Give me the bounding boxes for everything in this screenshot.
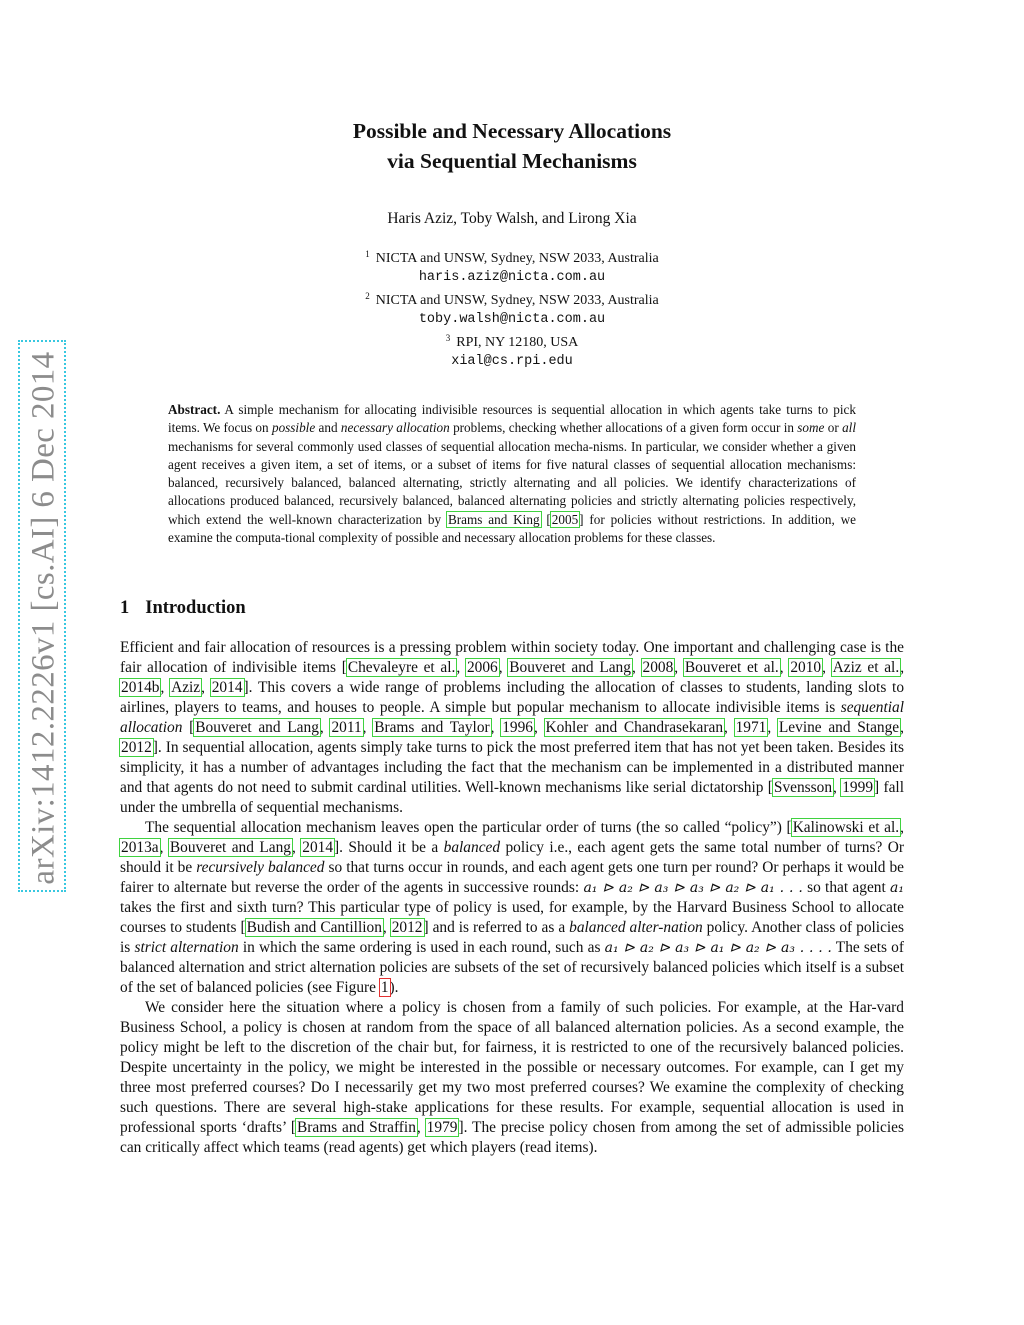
math-sequence: a₁ ⊳ a₂ ⊳ a₃ ⊳ a₃ ⊳ a₂ ⊳ a₁ . . . xyxy=(583,880,803,896)
citation-year-link[interactable]: 1999 xyxy=(842,779,874,796)
author-list: Haris Aziz, Toby Walsh, and Lirong Xia xyxy=(387,210,637,227)
section-heading: 1 Introduction xyxy=(120,598,246,618)
citation-year-link[interactable]: 1971 xyxy=(735,719,767,736)
citation-link[interactable]: Kohler and Chandrasekaran xyxy=(545,719,724,736)
abstract: Abstract. A simple mechanism for allocating indivisible resources is sequential allocation in which agents take turns to pick items. We focus on possible and necessary allocation problems, checking whether allocations of a given form occur in some or all mechanisms for several commonly used classes of sequential allocation mecha-nisms. In particular, we consider whether a given agent receives a given item, a set of items, or a subset of items for five natural classes of sequential allocation mechanisms: balanced, recursively balanced, balanced alternating, strictly alternating and all policies. We identify characterizations of allocations produced balanced, recursively balanced, balanced alternating policies and strictly alternating policies respectively, which extend the well-known characterization by Brams and King [2005] for policies without restrictions. In addition, we examine the computa-tional complexity of possible and necessary allocation problems for these classes. xyxy=(168,402,856,546)
email-2: toby.walsh@nicta.com.au xyxy=(418,311,606,327)
abstract-label: Abstract. xyxy=(168,402,221,417)
affiliations xyxy=(0,245,1024,371)
citation-link[interactable]: Bouveret and Lang xyxy=(169,839,291,856)
citation-year-link[interactable]: 1979 xyxy=(426,1119,458,1136)
body-text xyxy=(120,638,904,1158)
citation-year-link[interactable]: 2014 xyxy=(211,679,243,696)
citation-link[interactable]: Kalinowski et al. xyxy=(792,819,900,836)
citation-year-link[interactable]: 2012 xyxy=(121,739,152,756)
affiliation-1: $^1$ NICTA and UNSW, Sydney, NSW 2033, Australia xyxy=(365,249,659,266)
citation-link[interactable]: Aziz et al. xyxy=(832,659,900,676)
citation-year-link[interactable]: 1996 xyxy=(502,719,533,736)
citation-year-link[interactable]: 2010 xyxy=(790,659,822,676)
citation-year-link[interactable]: 2014b xyxy=(121,679,160,696)
paragraph-2: The sequential allocation mechanism leaves open the particular order of turns (the so called “policy”) [Kalinowski et al., 2013a, Bouveret and Lang, 2014]. Should it be a balanced policy i.e., each agent gets the same total number of turns? Or should it be recursively balanced so that turns occur in rounds, and each agent gets one turn per round? Or perhaps it would be fairer to alternate but reverse the order of the agents in successive rounds: a₁ ⊳ a₂ ⊳ a₃ ⊳ a₃ ⊳ a₂ ⊳ a₁ . . . so that agent a₁ takes the first and sixth turn? This particular type of policy is used, for example, by the Harvard Business School to allocate courses to students [Budish and Cantillion, 2012] and is referred to as a balanced alter-nation policy. Another class of policies is strict alternation in which the same ordering is used in each round, such as a₁ ⊳ a₂ ⊳ a₃ ⊳ a₁ ⊳ a₂ ⊳ a₃ . . . . The sets of balanced alternation and strict alternation policies are subsets of the set of recursively balanced policies which itself is a subset of the set of balanced policies (see Figure 1). xyxy=(120,819,905,996)
arxiv-id: arXiv:1412.2226v1 [cs.AI] 6 Dec 2014 xyxy=(25,351,62,885)
paper-title xyxy=(0,116,1024,176)
email-1: haris.aziz@nicta.com.au xyxy=(418,269,606,285)
title-line-2: via Sequential Mechanisms xyxy=(387,149,637,173)
arxiv-stamp[interactable] xyxy=(18,340,66,892)
citation-link[interactable]: Bouveret and Lang xyxy=(195,719,319,736)
affiliation-3: $^3$ RPI, NY 12180, USA xyxy=(445,333,579,350)
affiliation-2: $^2$ NICTA and UNSW, Sydney, NSW 2033, Australia xyxy=(365,291,659,308)
title-line-1: Possible and Necessary Allocations xyxy=(352,119,672,143)
paragraph-3: We consider here the situation where a policy is chosen from a family of such policies. For example, at the Har-vard Business School, a policy is chosen at random from the space of all balanced alternation policies. As a second example, the policy might be left to the discretion of the chair but, for fairness, it is restricted to one of the recursively balanced policies. Despite uncertainty in the policy, we might be interested in the possible or necessary outcomes. For example, can I get my three most preferred courses? Do I necessarily get my two most preferred courses? We examine the complexity of checking such questions. There are several high-stake applications for these results. For example, sequential allocation is used in professional sports ‘drafts’ [Brams and Straffin, 1979]. The precise policy chosen from among the set of admissible policies can critically affect which teams (read agents) get which players (read items). xyxy=(120,999,904,1156)
citation-link[interactable]: Aziz xyxy=(171,679,201,696)
citation-year-link[interactable]: 2012 xyxy=(391,919,423,936)
email-3: xial@cs.rpi.edu xyxy=(451,353,573,369)
citation-link[interactable]: Brams and Taylor xyxy=(374,719,490,736)
math-sequence: a₁ ⊳ a₂ ⊳ a₃ ⊳ a₁ ⊳ a₂ ⊳ a₃ . . . . xyxy=(604,940,832,956)
citation-link[interactable]: Bouveret and Lang xyxy=(509,659,631,676)
citation-year-link[interactable]: 2013a xyxy=(121,839,159,856)
citation-year-link[interactable]: 2005 xyxy=(551,511,579,527)
figure-ref-link[interactable]: 1 xyxy=(380,979,389,996)
citation-link[interactable]: Svensson xyxy=(773,779,833,796)
paragraph-1: Efficient and fair allocation of resources is a pressing problem within society today. One important and challenging case is the fair allocation of indivisible items [Chevaleyre et al., 2006, Bouveret and Lang, 2008, Bouveret et al., 2010, Aziz et al., 2014b, Aziz, 2014]. This covers a wide range of problems including the allocation of classes to students, landing slots to airlines, players to teams, and houses to people. A simple but popular mechanism to allocate indivisible items is sequential allocation [Bouveret and Lang, 2011, Brams and Taylor, 1996, Kohler and Chandrasekaran, 1971, Levine and Stange, 2012]. In sequential allocation, agents simply take turns to pick the most preferred item that has not yet been taken. Besides its simplicity, it has a number of advantages including the fact that the mechanism can be implemented in a distributed manner and that agents do not need to submit cardinal utilities. Well-known mechanisms like serial dictatorship [Svensson, 1999] fall under the umbrella of sequential mechanisms. xyxy=(120,639,905,816)
citation-link[interactable]: Levine and Stange xyxy=(778,719,900,736)
citation-link[interactable]: Brams and King xyxy=(447,511,540,527)
math-agent: a₁ xyxy=(890,880,905,896)
citation-link[interactable]: Chevaleyre et al. xyxy=(347,659,456,676)
citation-year-link[interactable]: 2008 xyxy=(642,659,674,676)
citation-link[interactable]: Budish and Cantillion xyxy=(246,919,382,936)
citation-year-link[interactable]: 2006 xyxy=(466,659,498,676)
citation-year-link[interactable]: 2014 xyxy=(302,839,334,856)
citation-year-link[interactable]: 2011 xyxy=(331,719,362,736)
citation-link[interactable]: Brams and Straffin xyxy=(296,1119,416,1136)
citation-link[interactable]: Bouveret et al. xyxy=(684,659,779,676)
